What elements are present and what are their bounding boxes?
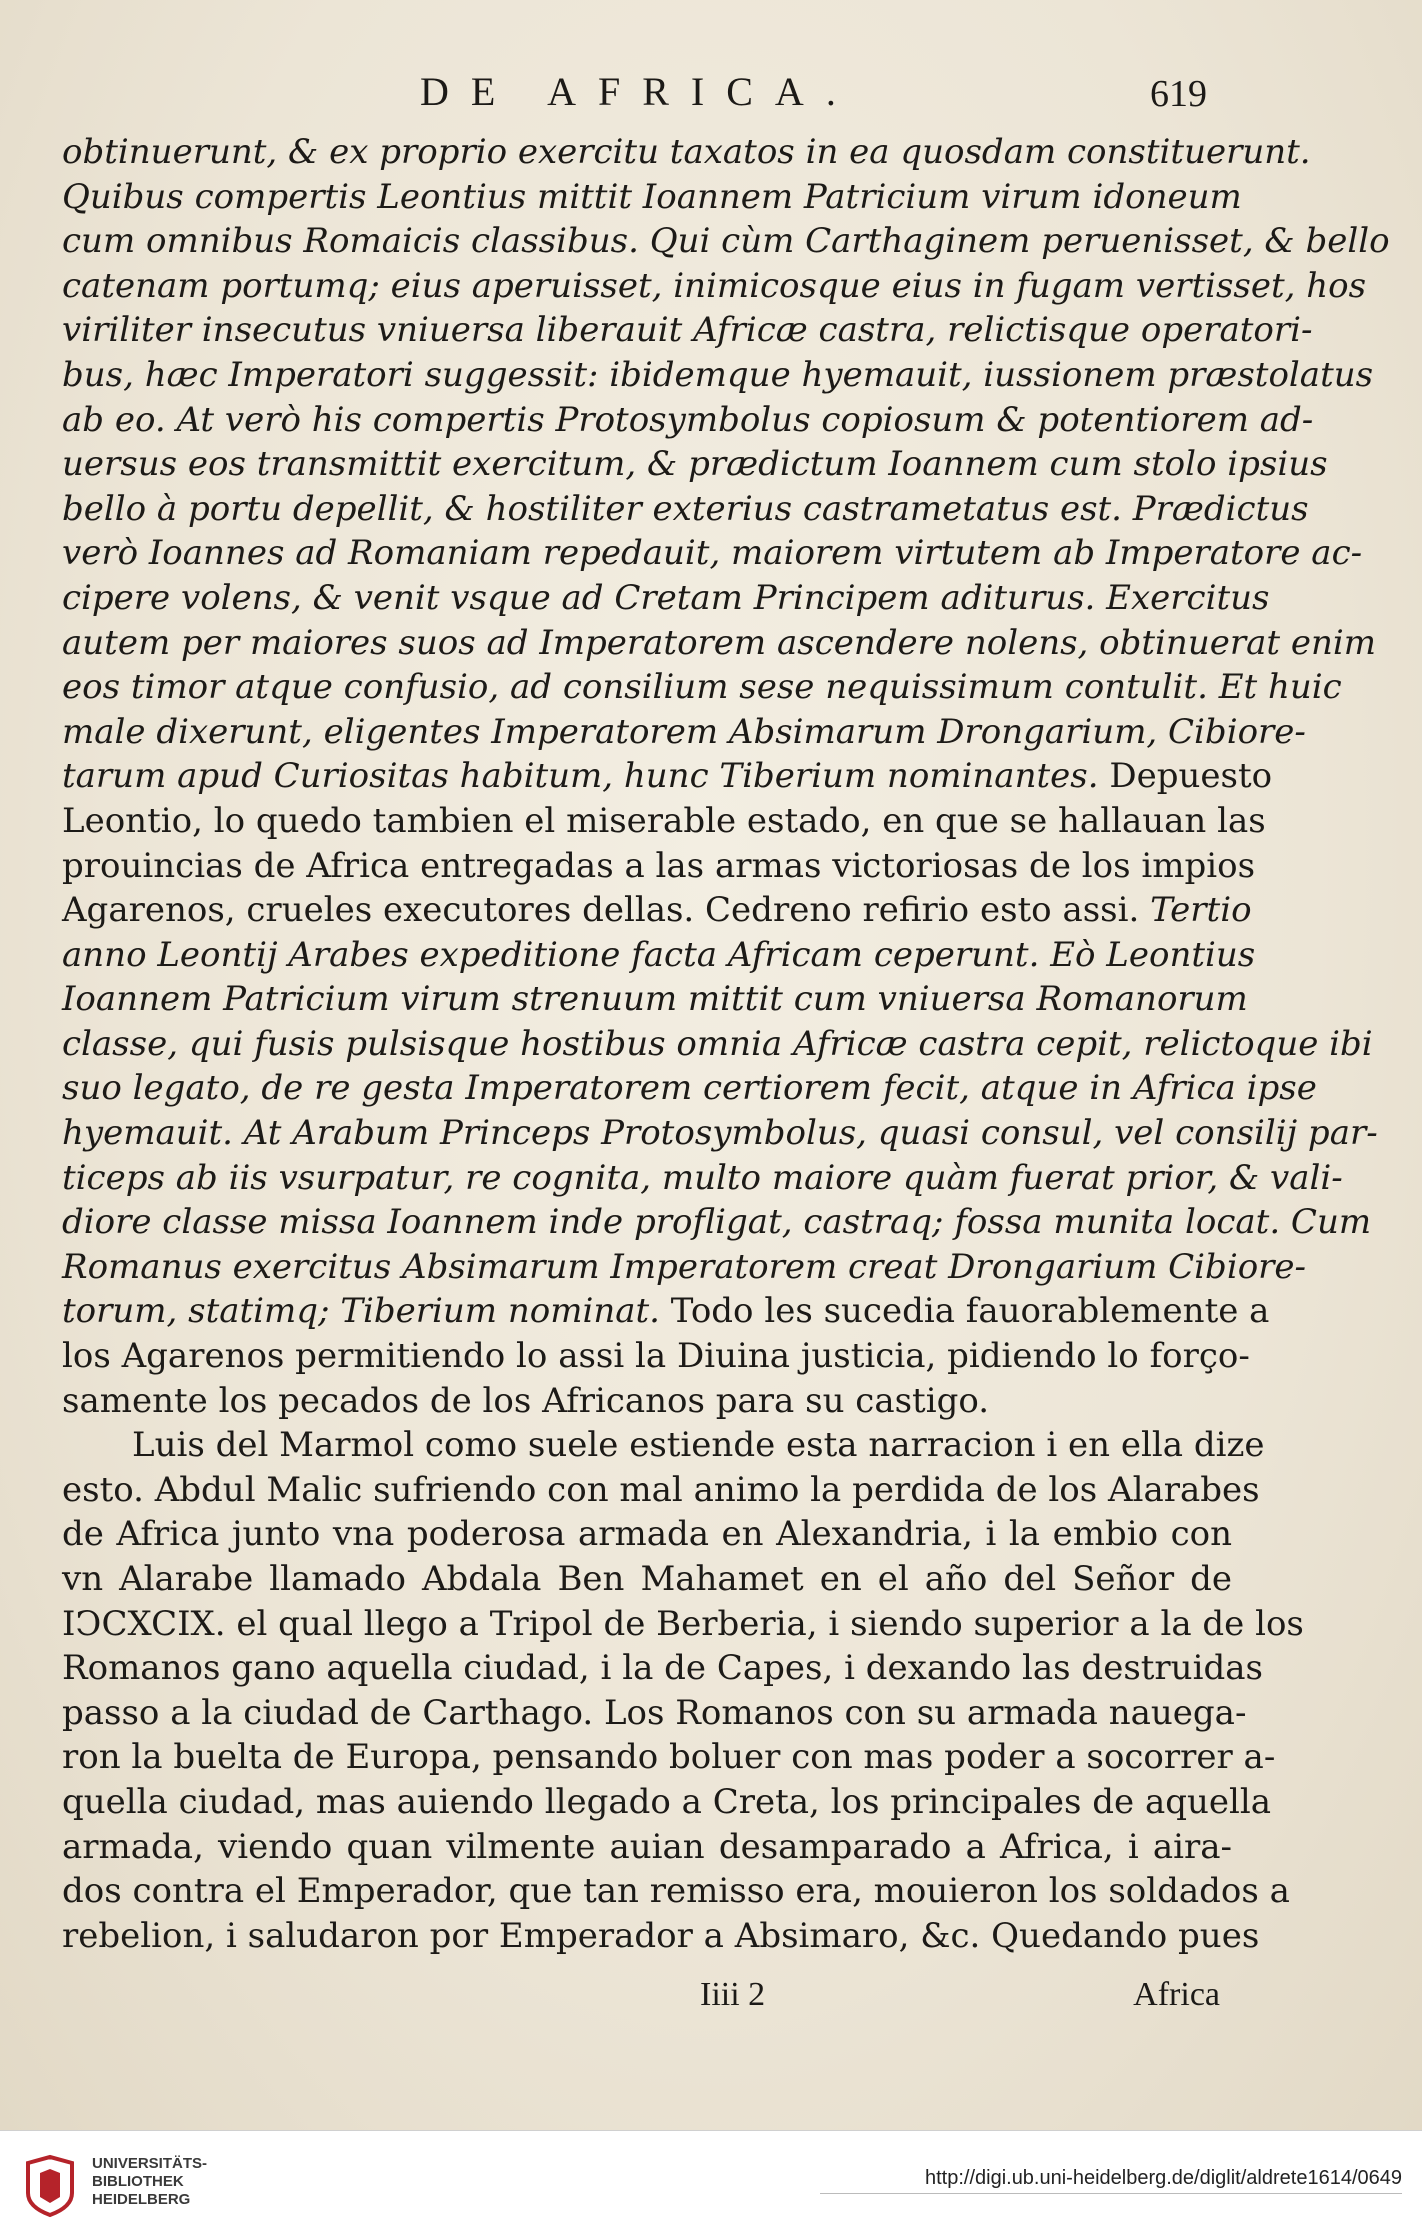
text-line — [62, 130, 1311, 175]
catchword: Africa — [1133, 1976, 1220, 2013]
latin-quotation-text: verò Ioannes ad Romaniam repedauit, maiorem virtutem ab Imperatore ac- — [62, 533, 1363, 574]
spanish-text: samente los pecados de los Africanos para su castigo. — [62, 1380, 990, 1421]
text-line — [62, 1512, 1232, 1557]
latin-quotation-text: Tertio — [1150, 890, 1252, 931]
text-line — [62, 754, 1273, 799]
text-line — [62, 710, 1306, 755]
text-line — [62, 1557, 1232, 1602]
text-line — [62, 1066, 1317, 1111]
running-title: DE AFRICA. — [420, 69, 858, 114]
text-line — [62, 264, 1367, 309]
text-line — [62, 531, 1363, 576]
latin-quotation-text: bus, hæc Imperatori suggessit: ibidemque hyemauit, iussionem præstolatus — [62, 354, 1374, 395]
latin-quotation-text: ticeps ab iis vsurpatur, re cognita, multo maiore quàm fuerat prior, & vali- — [62, 1157, 1343, 1198]
text-line — [62, 1691, 1247, 1736]
spanish-text: Depuesto — [1098, 756, 1273, 797]
text-line — [62, 888, 1252, 933]
footer — [0, 2130, 1422, 2235]
latin-quotation-text: catenam portumq; eius aperuisset, inimicosque eius in fugam vertisset, hos — [62, 265, 1367, 306]
latin-quotation-text: autem per maiores suos ad Imperatorem ascendere nolens, obtinuerat enim — [62, 622, 1376, 663]
text-line — [62, 621, 1376, 666]
latin-quotation-text: uersus eos transmittit exercitum, & prædictum Ioannem cum stolo ipsius — [62, 444, 1328, 485]
text-line — [62, 1022, 1373, 1067]
library-name-line: UNIVERSITÄTS- — [92, 2155, 208, 2172]
spanish-text: vn Alarabe llamado Abdala Ben Mahamet en el año del Señor de — [62, 1559, 1232, 1599]
text-line — [62, 1869, 1290, 1914]
text-line — [62, 308, 1313, 353]
latin-quotation-text: Quibus compertis Leontius mittit Ioannem Patricium virum idoneum — [62, 176, 1242, 217]
library-name-line: HEIDELBERG — [92, 2191, 191, 2208]
latin-quotation-text: Romanus exercitus Absimarum Imperatorem creat Drongarium Cibiore- — [62, 1246, 1307, 1287]
spanish-text: dos contra el Emperador, que tan remisso era, mouieron los soldados a — [62, 1871, 1290, 1912]
text-line — [62, 1602, 1304, 1647]
library-name-line: BIBLIOTHEK — [92, 2173, 184, 2190]
heidelberg-library-logo-icon[interactable] — [20, 2153, 80, 2217]
latin-quotation-text: eos timor atque confusio, ad consilium sese nequissimum contulit. Et huic — [62, 667, 1342, 708]
text-line — [62, 1914, 1260, 1959]
text-line — [62, 1334, 1250, 1379]
text-line — [62, 487, 1309, 532]
page-number: 619 — [1150, 73, 1207, 115]
footer-divider — [820, 2193, 1402, 2194]
latin-quotation-text: bello à portu depellit, & hostiliter exterius castrametatus est. Prædictus — [62, 488, 1309, 529]
spanish-text: esto. Abdul Malic sufriendo con mal animo la perdida de los Alarabes — [62, 1469, 1260, 1510]
signature-mark: Iiii 2 — [700, 1976, 766, 2013]
running-head — [0, 68, 1422, 128]
latin-quotation-text: diore classe missa Ioannem inde profligat, castraq; fossa munita locat. Cum — [62, 1202, 1372, 1243]
text-line — [62, 1245, 1307, 1290]
text-line — [62, 1780, 1272, 1825]
permalink-url[interactable]: http://digi.ub.uni-heidelberg.de/diglit/aldrete1614/0649 — [924, 2167, 1402, 2189]
spanish-text: de Africa junto vna poderosa armada en Alexandria, i la embio con — [62, 1514, 1232, 1555]
spanish-text: los Agarenos permitiendo lo assi la Diuina justicia, pidiendo lo forço- — [62, 1336, 1250, 1377]
library-name — [92, 2155, 207, 2209]
text-line — [62, 1379, 1232, 1424]
spanish-text: Leontio, lo quedo tambien el miserable estado, en que se hallauan las — [62, 800, 1266, 841]
latin-quotation-text: cipere volens, & venit vsque ad Cretam Principem aditurus. Exercitus — [62, 577, 1270, 618]
spanish-text: armada, viendo quan vilmente auian desamparado a Africa, i aira- — [62, 1826, 1232, 1867]
latin-quotation-text: suo legato, de re gesta Imperatorem certiorem fecit, atque in Africa ipse — [62, 1068, 1317, 1109]
spanish-text: rebelion, i saludaron por Emperador a Absimaro, &c. Quedando pues — [62, 1915, 1260, 1956]
text-line — [62, 1423, 1265, 1468]
text-line — [62, 219, 1390, 264]
text-line — [62, 1735, 1276, 1780]
spanish-text: Luis del Marmol como suele estiende esta narracion i en ella dize — [132, 1425, 1265, 1466]
latin-quotation-text: Ioannem Patricium virum strenuum mittit cum vniuersa Romanorum — [62, 979, 1248, 1020]
text-line — [62, 1468, 1260, 1513]
text-line — [62, 1111, 1378, 1156]
text-line — [62, 844, 1256, 889]
latin-quotation-text: ab eo. At verò his compertis Protosymbolus copiosum & potentiorem ad- — [62, 399, 1314, 440]
text-line — [62, 353, 1374, 398]
latin-quotation-text: male dixerunt, eligentes Imperatorem Absimarum Drongarium, Cibiore- — [62, 711, 1306, 752]
text-line — [62, 1646, 1263, 1691]
spanish-text: Agarenos, crueles executores dellas. Cedreno refirio esto assi. — [62, 890, 1151, 931]
spanish-text: passo a la ciudad de Carthago. Los Romanos con su armada nauega- — [62, 1692, 1247, 1733]
latin-quotation-text: anno Leontij Arabes expeditione facta Africam ceperunt. Eò Leontius — [62, 934, 1256, 975]
latin-quotation-text: obtinuerunt, & ex proprio exercitu taxatos in ea quosdam constituerunt. — [62, 132, 1311, 172]
text-line — [62, 1289, 1270, 1334]
spanish-text: IↃCXCIX. el qual llego a Tripol de Berberia, i siendo superior a la de los — [62, 1603, 1304, 1644]
text-line — [62, 1156, 1343, 1201]
latin-quotation-text: classe, qui fusis pulsisque hostibus omnia Africæ castra cepit, relictoque ibi — [62, 1023, 1373, 1064]
latin-quotation-text: cum omnibus Romaicis classibus. Qui cùm Carthaginem peruenisset, & bello — [62, 221, 1390, 262]
text-line — [62, 175, 1242, 220]
text-line — [62, 665, 1342, 710]
text-line — [62, 442, 1328, 487]
spanish-text: Todo les sucedia fauorablemente a — [659, 1291, 1270, 1332]
text-line — [62, 1825, 1232, 1870]
latin-quotation-text: tarum apud Curiositas habitum, hunc Tiberium nominantes. — [62, 756, 1099, 797]
text-line — [62, 977, 1248, 1022]
latin-quotation-text: hyemauit. At Arabum Princeps Protosymbolus, quasi consul, vel consilij par- — [62, 1113, 1378, 1154]
spanish-text: Romanos gano aquella ciudad, i la de Capes, i dexando las destruidas — [62, 1648, 1263, 1689]
spanish-text: prouincias de Africa entregadas a las armas victoriosas de los impios — [62, 845, 1256, 886]
body-text — [62, 130, 1390, 1958]
text-line — [62, 1200, 1372, 1245]
spanish-text: quella ciudad, mas auiendo llegado a Creta, los principales de aquella — [62, 1781, 1272, 1822]
latin-quotation-text: torum, statimq; Tiberium nominat. — [62, 1291, 660, 1332]
spanish-text: ron la buelta de Europa, pensando boluer con mas poder a socorrer a- — [62, 1737, 1276, 1778]
text-line — [62, 576, 1270, 621]
text-line — [62, 933, 1256, 978]
text-line — [62, 398, 1314, 443]
latin-quotation-text: viriliter insecutus vniuersa liberauit Africæ castra, relictisque operatori- — [62, 310, 1313, 351]
text-line — [62, 799, 1266, 844]
signature-line — [700, 1976, 1220, 2022]
